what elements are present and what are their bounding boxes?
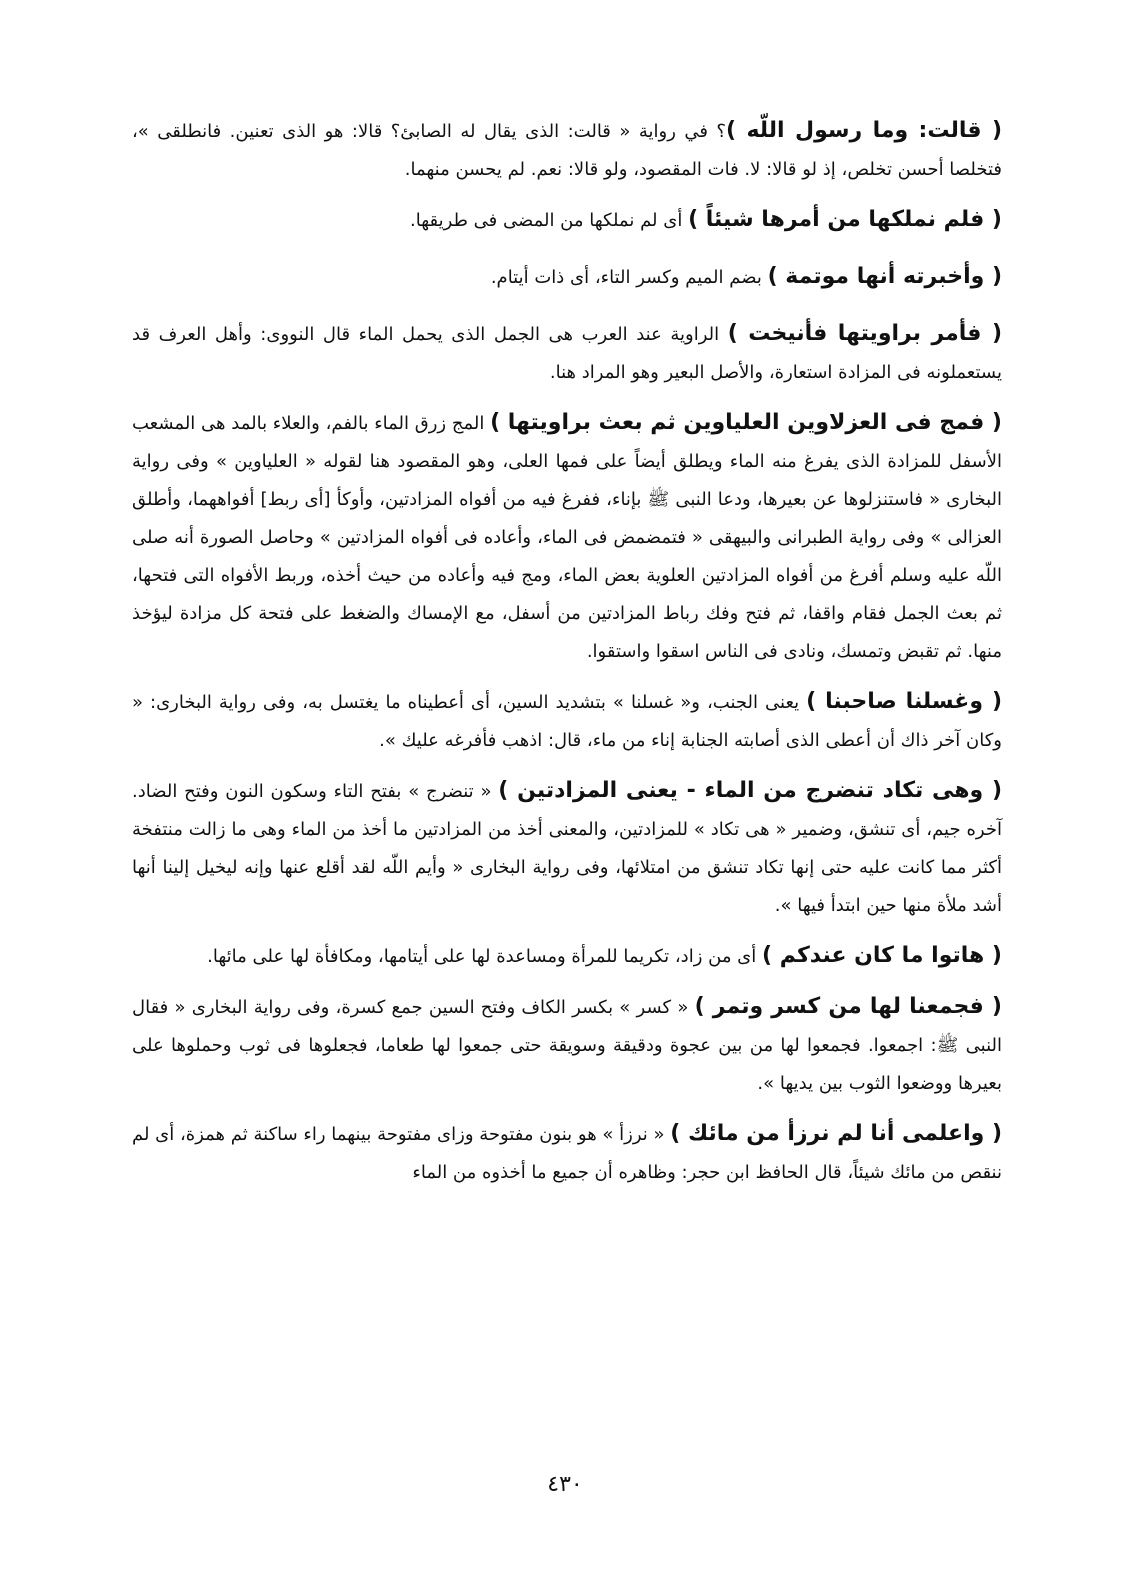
lemma-10: ( واعلمى أنا لم نرزأ من مائك ) xyxy=(670,1121,1002,1146)
lemma-1: ( قالت: وما رسول اللّه ) xyxy=(726,118,1002,143)
lemma-4: ( فأمر براويتها فأنيخت ) xyxy=(727,321,1002,346)
lemma-6: ( وغسلنا صاحبنا ) xyxy=(806,689,1002,714)
paragraph-3 xyxy=(132,258,1002,297)
lemma-9: ( فجمعنا لها من كسر وتمر ) xyxy=(694,994,1002,1019)
commentary-5: المج زرق الماء بالفم، والعلاء بالمد هى المشعب الأسفل للمزادة الذى يفرغ منه الماء ويطلق أيضاً على فمها العلى، وهو المقصود هنا لقوله « العلياوين » وفى رواية البخارى « فاستنزلوها عن بعيرها، ودعا النبى ﷺ بإناء، ففرغ فيه من أفواه المزادتين، وأوكأ [أى ربط] أفواههما، وأطلق العزالى » وفى رواية الطبرانى والبيهقى « فتمضمض فى الماء، وأعاده فى أفواه المزادتين » وحاصل الصورة أنه صلى اللّه عليه وسلم أفرغ من أفواه المزادتين العلوية بعض الماء، ومج فيه وأعاده من حيث أخذه، وربط الأفواه التى فتحها، ثم بعث الجمل فقام واقفا، ثم فتح وفك رباط المزادتين من أسفل، مع الإمساك والضغط على فتحة كل مزادة ليؤخذ منها. ثم تقبض وتمسك، ونادى فى الناس اسقوا واستقوا. xyxy=(132,413,1002,662)
lemma-3: ( وأخبرته أنها موتمة ) xyxy=(767,264,1002,289)
paragraph-9 xyxy=(132,988,1002,1103)
paragraph-1 xyxy=(132,112,1002,189)
commentary-1: ؟ في رواية « قالت: الذى يقال له الصابئ؟ قالا: هو الذى تعنين. فانطلقى »، فتخلصا أحسن تخلص، إذ لو قالا: لا. فات المقصود، ولو قالا: نعم. لم يحسن منهما. xyxy=(132,121,1002,180)
lemma-7: ( وهى تكاد تنضرج من الماء - يعنى المزادتين ) xyxy=(498,778,1002,803)
commentary-2: أى لم نملكها من المضى فى طريقها. xyxy=(410,210,689,231)
commentary-10: « نرزأ » هو بنون مفتوحة وزاى مفتوحة بينهما راء ساكنة ثم همزة، أى لم ننقص من مائك شيئاً، قال الحافظ ابن حجر: وظاهره أن جميع ما أخذوه من الماء xyxy=(131,1124,1002,1183)
commentary-9: « كسر » بكسر الكاف وفتح السين جمع كسرة، وفى رواية البخارى « فقال النبى ﷺ: اجمعوا. فجمعوا لها من بين عجوة ودقيقة وسويقة حتى جمعوا لها طعاما، فجعلوها فى ثوب وحملوها على بعيرها ووضعوا الثوب بين يديها ». xyxy=(132,997,1002,1094)
commentary-6: يعنى الجنب، و« غسلنا » بتشديد السين، أى أعطيناه ما يغتسل به، وفى رواية البخارى: « وكان آخر ذاك أن أعطى الذى أصابته الجنابة إناء من ماء، قال: اذهب فأفرغه عليك ». xyxy=(132,692,1002,751)
commentary-3: بضم الميم وكسر التاء، أى ذات أيتام. xyxy=(490,267,768,288)
paragraph-4 xyxy=(132,315,1002,392)
page-number: ٤٣٠ xyxy=(547,1472,583,1497)
paragraph-10 xyxy=(132,1115,1002,1192)
paragraph-5 xyxy=(132,404,1002,671)
page-body xyxy=(132,112,1002,1192)
paragraph-6 xyxy=(132,683,1002,760)
lemma-5: ( فمج فى العزلاوين العلياوين ثم بعث براويتها ) xyxy=(490,410,1002,435)
paragraph-7 xyxy=(132,772,1002,925)
paragraph-2 xyxy=(132,201,1002,240)
lemma-2: ( فلم نملكها من أمرها شيئاً ) xyxy=(688,207,1002,232)
paragraph-8 xyxy=(132,937,1002,976)
lemma-8: ( هاتوا ما كان عندكم ) xyxy=(762,943,1002,968)
commentary-8: أى من زاد، تكريما للمرأة ومساعدة لها على أيتامها، ومكافأة لها على مائها. xyxy=(207,946,762,967)
commentary-4: الراوية عند العرب هى الجمل الذى يحمل الماء قال النووى: وأهل العرف قد يستعملونه فى المزادة استعارة، والأصل البعير وهو المراد هنا. xyxy=(132,324,1002,383)
commentary-7: « تنضرج » بفتح التاء وسكون النون وفتح الضاد. آخره جيم، أى تنشق، وضمير « هى تكاد » للمزادتين، والمعنى أخذ من المزادتين ما أخذ من الماء وهى ما زالت منتفخة أكثر مما كانت عليه حتى إنها تكاد تنشق من امتلائها، وفى رواية البخارى « وأيم اللّه لقد أقلع عنها وإنه ليخيل إلينا أنها أشد ملأة منها حين ابتدأ فيها ». xyxy=(132,781,1002,916)
